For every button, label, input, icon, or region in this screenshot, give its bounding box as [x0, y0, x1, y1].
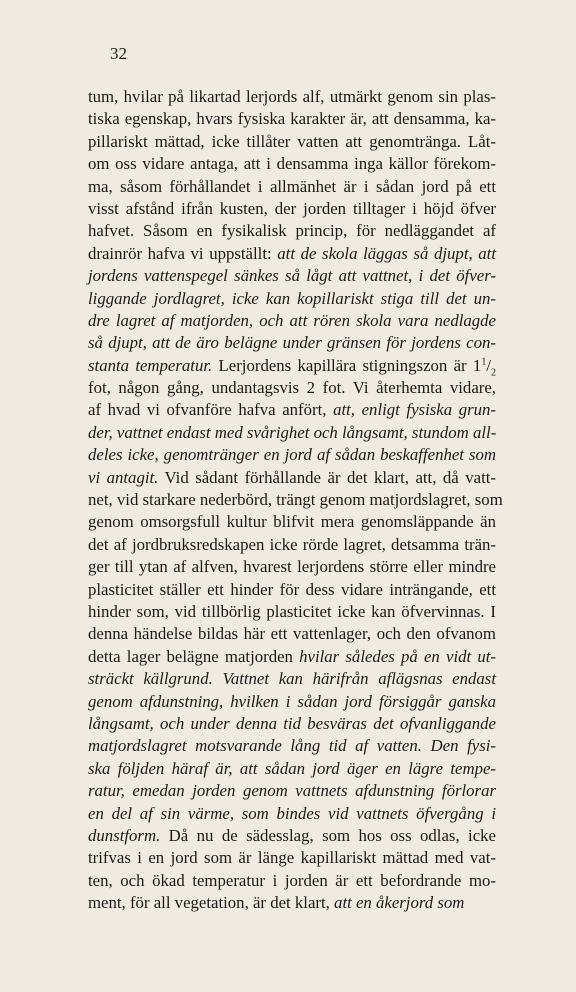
italic-text: att en åkerjord som: [334, 893, 465, 913]
text-segment: Då nu de sädesslag, som hos oss odlas, icke: [160, 825, 496, 845]
text-segment: tum, hvilar på likartad lerjords alf, utmärkt genom sin plas-: [88, 87, 496, 106]
text-line: [88, 780, 496, 802]
italic-text: hvilar således på en vidt ut-: [299, 646, 496, 666]
italic-text: att, enligt fysiska grun-: [333, 400, 496, 420]
italic-text: matjordslagret motsvarande lång tid af vatten. Den fysi-: [88, 736, 496, 756]
page-number: 32: [110, 44, 127, 63]
text-line: [88, 713, 496, 735]
italic-text: liggande jordlagret, icke kan kopillariskt stiga till det un-: [88, 288, 496, 308]
body-text: [88, 86, 503, 914]
text-segment: drainrör hafva vi uppställt:: [88, 243, 278, 263]
text-segment: visst afstånd ifrån kusten, der jorden tilltager i höjd öfver: [88, 198, 496, 218]
text-line: [88, 243, 496, 265]
text-line: [88, 332, 496, 354]
text-segment: detta lager belägne matjorden: [88, 646, 300, 666]
text-line: [88, 735, 496, 757]
text-line: [88, 825, 496, 847]
text-segment: /: [486, 355, 491, 375]
text-line: [88, 377, 496, 399]
text-line: [88, 579, 496, 601]
text-line: [88, 847, 496, 869]
text-segment: ten, och ökad temperatur i jorden är ett befordrande mo-: [88, 870, 496, 890]
text-segment: hafvet. Såsom en fysikalisk princip, för nedläggandet af: [88, 221, 496, 241]
italic-text: stanta temperatur.: [88, 355, 213, 375]
text-segment: pillariskt mättad, icke tillåter vatten att genomtränga. Låt-: [88, 131, 496, 151]
text-line: [88, 556, 496, 578]
text-segment: denna händelse bildas här ett vattenlager, och den ofvanom: [88, 624, 496, 644]
italic-text: ratur, emedan jorden genom vattnets afdunstning förlorar: [88, 781, 496, 801]
italic-text: sträckt källgrund. Vattnet kan härifrån aflägsnas endast: [88, 669, 496, 689]
text-line: [88, 623, 496, 645]
text-line: [88, 870, 496, 892]
text-line: [88, 758, 496, 780]
text-segment: Vid sådant förhållande är det klart, att, då vatt-: [158, 467, 496, 487]
text-line: [88, 153, 496, 175]
text-segment: tiska egenskap, hvars fysiska karakter är, att densamma, ka-: [88, 109, 496, 129]
text-segment: ma, såsom förhållandet i allmänhet är i sådan jord på ett: [88, 176, 496, 196]
text-line: [88, 489, 503, 511]
subscript-text: 2: [491, 367, 496, 379]
text-segment: net, vid starkare nederbörd, trängt genom matjordslagret, som: [88, 490, 503, 510]
italic-text: dre lagret af matjorden, och att rören skola vara nedlagde: [88, 310, 496, 330]
text-line: [88, 646, 496, 668]
text-line: [88, 601, 496, 623]
text-segment: genom omsorgsfull kultur blifvit mera genomsläppande än: [88, 512, 496, 532]
italic-text: deles icke, genomtränger en jord af sådan beskaffenhet som: [88, 445, 496, 465]
text-segment: det af jordbruksredskapen icke rörde lagret, detsamma trän-: [88, 534, 496, 554]
text-segment: fot, någon gång, undantagsvis 2 fot. Vi återhemta vidare,: [88, 378, 496, 398]
italic-text: vi antagit.: [88, 467, 159, 487]
text-line: [88, 108, 496, 130]
text-line: [88, 265, 496, 287]
text-segment: Lerjordens kapillära stigningszon är 1: [212, 355, 482, 375]
text-line: [88, 198, 496, 220]
italic-text: långsamt, och under denna tid besväras det ofvanliggande: [88, 713, 496, 733]
italic-text: så djupt, att de äro belägne under gränsen för jordens con-: [88, 333, 496, 353]
text-segment: ment, för all vegetation, är det klart,: [88, 893, 335, 913]
text-line: [88, 399, 496, 421]
text-line: [88, 892, 496, 914]
text-line: [88, 422, 496, 444]
italic-text: der, vattnet endast med svårighet och långsamt, stundom all-: [88, 422, 497, 442]
text-segment: ger till ytan af alfven, hvarest lerjordens större eller mindre: [88, 557, 496, 577]
text-segment: plasticitet ställer ett hinder för dess vidare inträngande, ett: [88, 579, 496, 599]
text-line: [88, 86, 496, 108]
text-segment: om oss vidare antaga, att i densamma inga källor förekom-: [88, 154, 496, 174]
italic-text: dunstform.: [88, 825, 161, 845]
text-line: [88, 131, 496, 153]
text-line: [88, 355, 496, 377]
italic-text: en del af sin värme, som bindes vid vattnets öfvergång i: [88, 803, 496, 823]
text-line: [88, 511, 496, 533]
text-line: [88, 444, 496, 466]
text-segment: af hvad vi ofvanföre hafva anfört,: [88, 400, 334, 420]
text-line: [88, 668, 496, 690]
text-segment: trifvas i en jord som är länge kapillariskt mättad med vat-: [88, 848, 496, 868]
text-line: [88, 467, 496, 489]
text-line: [88, 534, 496, 556]
italic-text: jordens vattenspegel sänkes så lågt att vattnet, i det öfver-: [88, 266, 496, 286]
italic-text: genom afdunstning, hvilken i sådan jord försiggår ganska: [88, 691, 496, 711]
text-line: [88, 803, 496, 825]
superscript-text: 1: [481, 356, 487, 368]
text-line: [88, 176, 496, 198]
italic-text: ska följden häraf är, att sådan jord äger en lägre tempe-: [88, 758, 496, 778]
text-segment: hinder som, vid tillbörlig plasticitet icke kan öfvervinnas. I: [88, 601, 496, 621]
italic-text: att de skola läggas så djupt, att: [277, 243, 496, 263]
text-line: [88, 310, 496, 332]
text-line: [88, 288, 496, 310]
text-line: [88, 691, 496, 713]
text-line: [88, 220, 496, 242]
